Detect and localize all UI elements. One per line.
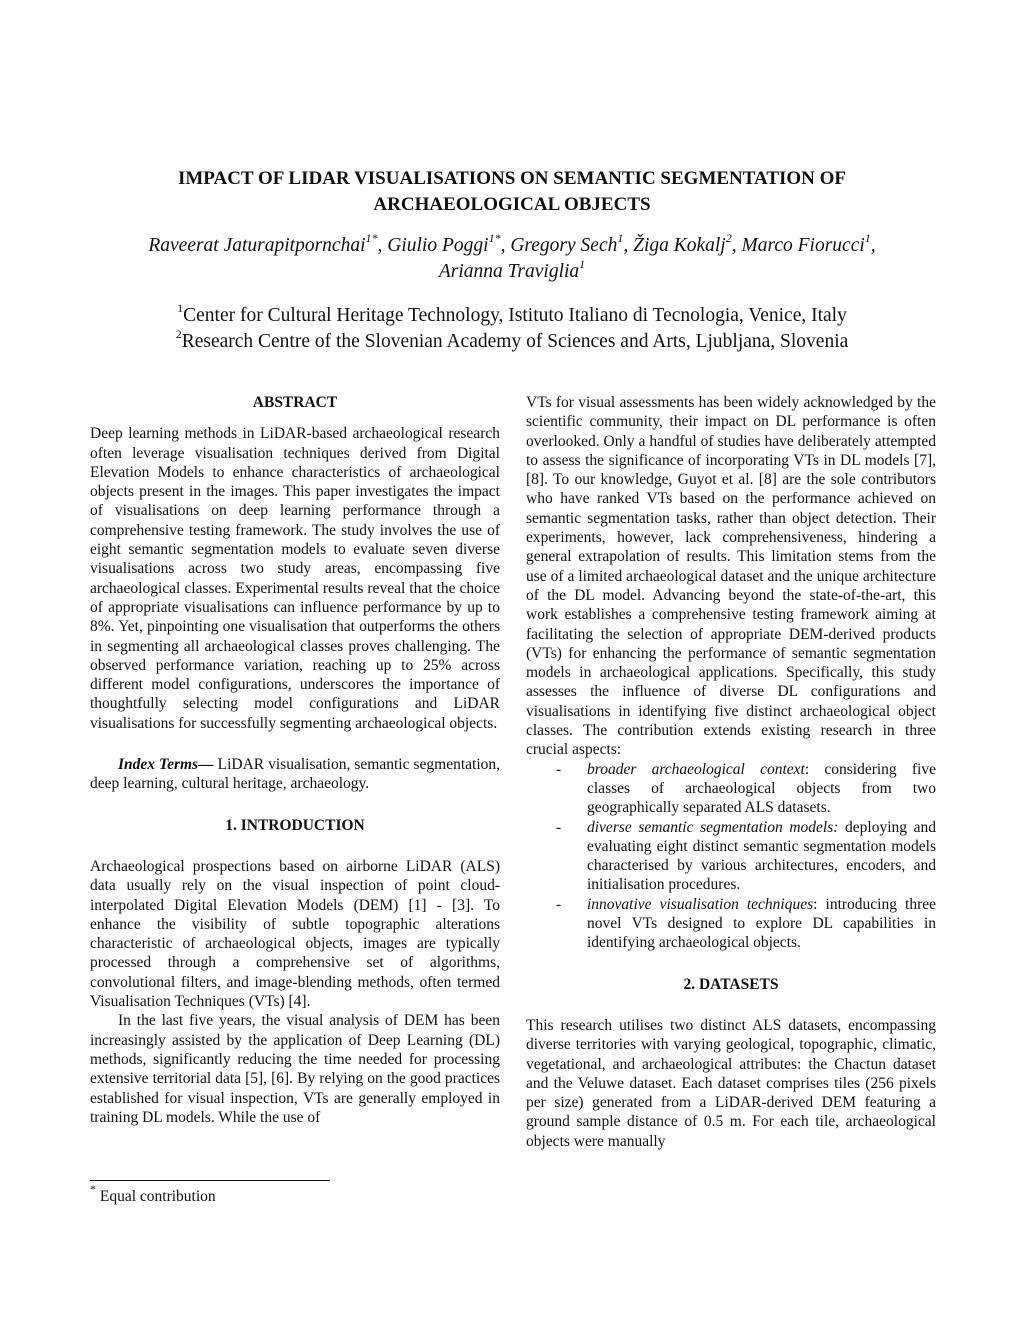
author-affiliation-mark: 1 bbox=[617, 230, 624, 245]
footnote bbox=[90, 1181, 216, 1206]
author-line-2 bbox=[90, 256, 934, 285]
list-item-lead: broader archaeological context bbox=[587, 760, 805, 778]
abstract-body: Deep learning methods in LiDAR-based archaeological research often leverage visualisation techniques derived from Digital Elevation Models to enhance characteristics of archaeological objects present in the images. This paper investigates the impact of visualisations on deep learning performance through a comprehensive testing framework. The study involves the use of eight semantic segmentation models to evaluate seven diverse visualisations across two study areas, encompassing five archaeological classes. Experimental results reveal that the choice of appropriate visualisations can influence performance by up to 8%. Yet, pinpointing one visualisation that outperforms the others in segmenting all archaeological classes proves challenging. The observed performance variation, reaching up to 25% across different model configurations, underscores the importance of thoughtfully selecting model configurations and LiDAR visualisations for successfully segmenting archaeological objects. bbox=[90, 425, 500, 732]
title-line-2: ARCHAEOLOGICAL OBJECTS bbox=[373, 194, 651, 215]
list-item-text: considering five classes of archaeological objects from two geographically separated ALS datasets. bbox=[587, 760, 936, 817]
affiliation: $^1$Center for Cultural Heritage Technology, Istituto Italiano di Tecnologia, Venice, Italy bbox=[177, 300, 847, 326]
list-item-text: deploying and evaluating eight distinct semantic segmentation models characterised by various architectures, encoders, and initialisation procedures. bbox=[587, 818, 936, 894]
author-line-1: Raveerat Jaturapitpornchai$^{1*}$, Giulio Poggi$^{1*}$, Gregory Sech$^1$, Žiga Kokalj$^2$, Marco Fiorucci$^1$, bbox=[148, 230, 876, 256]
author-name: Marco Fiorucci bbox=[741, 235, 865, 256]
list-item-lead: innovative visualisation techniques bbox=[587, 895, 814, 913]
list-item: - innovative visualisation techniques: introducing three novel VTs designed to explore DL capabilities in identifying archaeological objects. bbox=[556, 895, 936, 952]
index-terms-text: LiDAR visualisation, semantic segmentation, deep learning, cultural heritage, archaeology. bbox=[90, 756, 500, 793]
footnote-divider bbox=[90, 1180, 330, 1181]
list-item bbox=[526, 818, 936, 895]
author-affiliation-mark: 1* bbox=[365, 230, 378, 245]
introduction-paragraph-1: Archaeological prospections based on airborne LiDAR (ALS) data usually rely on the visual inspection of point cloud-interpolated Digital Elevation Models (DEM) [1] - [3]. To enhance the visibility of subtle topographic alterations characteristic of archaeological objects, images are typically processed through a comprehensive set of algorithms, convolutional filters, and image-blending methods, often termed Visualisation Techniques (VTs) [4]. bbox=[90, 857, 500, 1011]
introduction-paragraph-2: In the last five years, the visual analysis of DEM has been increasingly assisted by the application of Deep Learning (DL) methods, significantly reducing the time needed for processing extensive territorial data [5], [6]. By relying on the good practices established for visual inspection, VTs are generally employed in training DL models. While the use of bbox=[90, 1012, 500, 1126]
list-dash: - bbox=[556, 760, 562, 778]
affiliation: $^2$Research Centre of the Slovenian Academy of Sciences and Arts, Ljubljana, Slovenia bbox=[175, 326, 849, 352]
title-line-1: IMPACT OF LIDAR VISUALISATIONS ON SEMANTIC SEGMENTATION OF bbox=[177, 168, 847, 189]
datasets-heading: 2. DATASETS bbox=[683, 975, 779, 993]
footnote-mark: * bbox=[90, 1181, 96, 1196]
footnote-text: Equal contribution bbox=[96, 1188, 216, 1205]
author-affiliation-mark: 2 bbox=[725, 230, 732, 245]
index-terms bbox=[90, 755, 500, 794]
affiliation-mark: 2 bbox=[175, 326, 182, 341]
author-name: Giulio Poggi bbox=[387, 235, 489, 256]
introduction-heading: 1. INTRODUCTION bbox=[225, 816, 365, 834]
affiliation-list bbox=[90, 300, 934, 355]
list-dash: - bbox=[556, 895, 562, 913]
list-dash: - bbox=[556, 818, 562, 836]
affiliation-mark: 1 bbox=[177, 300, 184, 315]
author-name: Arianna Traviglia bbox=[438, 261, 580, 282]
left-column bbox=[90, 393, 500, 1127]
author-name: Raveerat Jaturapitpornchai bbox=[148, 235, 366, 256]
datasets-paragraph: This research utilises two distinct ALS datasets, encompassing diverse territories with varying geological, topographic, climatic, vegetational, and archaeological attributes: the Chactun dataset and the Veluwe dataset. Each dataset comprises tiles (256 pixels per size) generated from a LiDAR-derived DEM featuring a ground sample distance of 0.5 m. For each tile, archaeological objects were manually bbox=[526, 1016, 936, 1150]
author-affiliation-mark: 1 bbox=[864, 230, 871, 245]
paper-title bbox=[90, 166, 934, 218]
author-affiliation-mark: 1* bbox=[488, 230, 501, 245]
abstract-heading: ABSTRACT bbox=[252, 394, 338, 411]
introduction-paragraph-2-continued: VTs for visual assessments has been widely acknowledged by the scientific community, their impact on DL performance is often overlooked. Only a handful of studies have deliberately attempted to assess the significance of incorporating VTs in DL models [7], [8]. To our knowledge, Guyot et al. [8] are the sole contributors who have ranked VTs based on the performance achieved on semantic segmentation tasks, rather than object detection. Their experiments, however, lack comprehensiveness, hindering a general extrapolation of results. This limitation stems from the use of a limited archaeological dataset and the unique architecture of the DL model. Advancing beyond the state-of-the-art, this work establishes a comprehensive testing framework aiming at facilitating the selection of appropriate DEM-derived products (VTs) for enhancing the performance of semantic segmentation models in archaeological applications. Specifically, this study assesses the influence of diverse DL configurations and visualisations in identifying five distinct archaeological object classes. The contribution extends existing research in three crucial aspects: bbox=[526, 394, 936, 759]
author-list bbox=[90, 230, 934, 285]
author-name: Gregory Sech bbox=[510, 235, 618, 256]
contribution-list bbox=[526, 760, 936, 953]
index-terms-label: Index Terms— bbox=[118, 756, 214, 774]
right-column bbox=[526, 393, 936, 1151]
author-affiliation-mark: 1 bbox=[579, 256, 586, 271]
list-item-lead: diverse semantic segmentation models: bbox=[587, 818, 839, 836]
list-item-text: introducing three novel VTs designed to explore DL capabilities in identifying archaeological objects. bbox=[587, 895, 936, 952]
list-item: - broader archaeological context: considering five classes of archaeological objects from two geographically separated ALS datasets. bbox=[556, 760, 936, 817]
author-name: Žiga Kokalj bbox=[633, 235, 726, 256]
